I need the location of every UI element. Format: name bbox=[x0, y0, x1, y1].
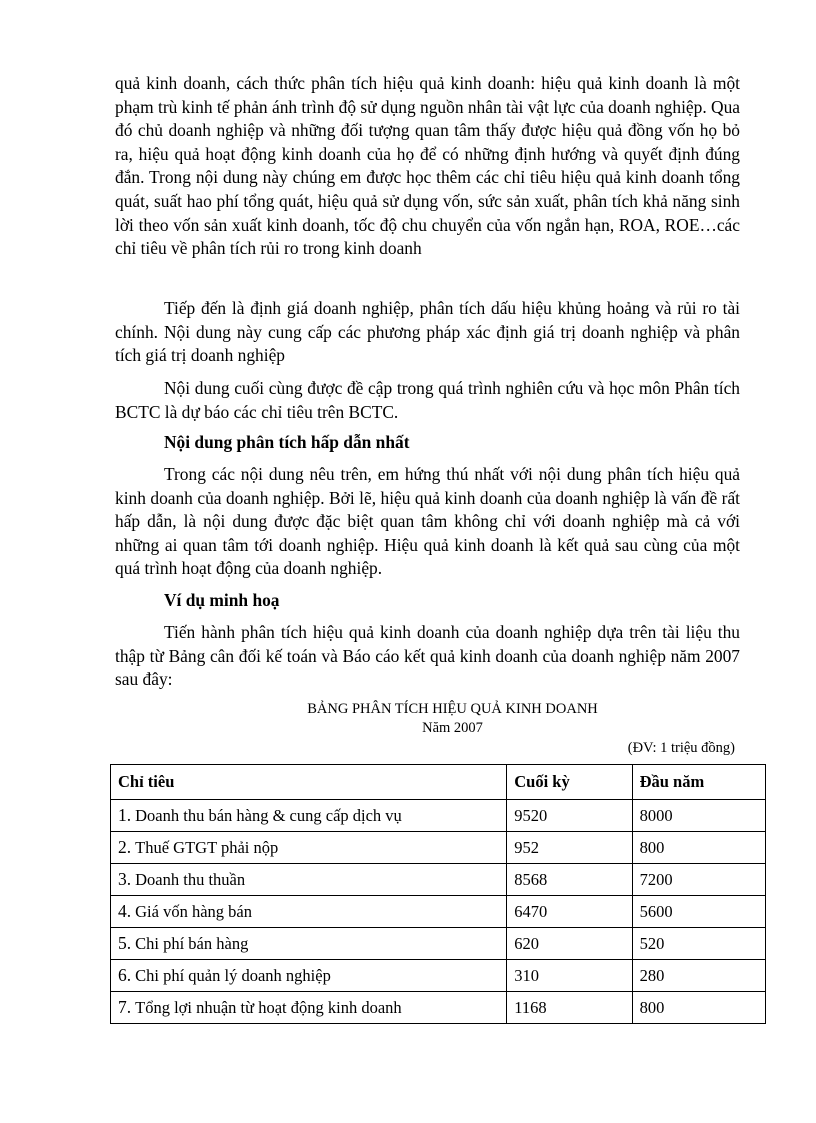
header-end-period: Cuối kỳ bbox=[507, 765, 632, 800]
row-label: Giá vốn hàng bán bbox=[135, 902, 252, 921]
row-end-value: 952 bbox=[507, 832, 632, 864]
row-number: 4. bbox=[118, 901, 132, 921]
row-label: Tổng lợi nhuận từ hoạt động kinh doanh bbox=[135, 998, 402, 1017]
row-start-value: 5600 bbox=[632, 896, 765, 928]
paragraph-interest: Trong các nội dung nêu trên, em hứng thú nhất với nội dung phân tích hiệu quả kinh doanh của doanh nghiệp. Bởi lẽ, hiệu quả kinh doanh của doanh nghiệp là vấn đề rất hấp dẫn, là nội dung được đặc biệt quan tâm không chỉ với doanh nghiệp mà cả với những ai quan tâm tới doanh nghiệp. Hiệu quả kinh doanh là kết quả sau cùng của một quá trình hoạt động của doanh nghiệp. bbox=[115, 464, 740, 579]
row-start-value: 800 bbox=[632, 832, 765, 864]
table-year: Năm 2007 bbox=[422, 720, 483, 736]
row-number: 2. bbox=[118, 837, 132, 857]
table-row bbox=[111, 992, 766, 1024]
row-end-value: 310 bbox=[507, 960, 632, 992]
paragraph-example-intro: Tiến hành phân tích hiệu quả kinh doanh của doanh nghiệp dựa trên tài liệu thu thập từ Bảng cân đối kế toán và Báo cáo kết quả kinh doanh của doanh nghiệp năm 2007 sau đây: bbox=[115, 622, 740, 690]
table-title: BẢNG PHÂN TÍCH HIỆU QUẢ KINH DOANH bbox=[307, 701, 598, 717]
row-end-value: 6470 bbox=[507, 896, 632, 928]
table-row bbox=[111, 896, 766, 928]
row-label: Thuế GTGT phải nộp bbox=[135, 838, 279, 857]
paragraph-business-efficiency: quả kinh doanh, cách thức phân tích hiệu quả kinh doanh: hiệu quả kinh doanh là một phạm trù kinh tế phản ánh trình độ sử dụng nguồn nhân tài vật lực của doanh nghiệp. Qua đó chủ doanh nghiệp và những đối tượng quan tâm thấy được hiệu quả đồng vốn họ bỏ ra, hiệu quả hoạt động kinh doanh của họ để có những định hướng và quyết định đúng đắn. Trong nội dung này chúng em được học thêm các chỉ tiêu hiệu quả kinh doanh tổng quát, suất hao phí tổng quát, hiệu quả sử dụng vốn, sức sản xuất, phân tích khả năng sinh lời theo vốn sản xuất kinh doanh, tốc độ chu chuyển của vốn ngắn hạn, ROA, ROE…các chỉ tiêu về phân tích rủi ro trong kinh doanh bbox=[115, 73, 740, 259]
table-unit: (ĐV: 1 triệu đồng) bbox=[627, 740, 735, 756]
row-number: 7. bbox=[118, 997, 132, 1017]
header-start-year: Đầu năm bbox=[632, 765, 765, 800]
table-row bbox=[111, 928, 766, 960]
header-indicator: Chỉ tiêu bbox=[111, 765, 507, 800]
paragraph-forecast: Nội dung cuối cùng được đề cập trong quá trình nghiên cứu và học môn Phân tích BCTC là dự báo các chỉ tiêu trên BCTC. bbox=[115, 378, 740, 422]
row-start-value: 520 bbox=[632, 928, 765, 960]
row-label-cell bbox=[111, 800, 507, 832]
heading-example: Ví dụ minh hoạ bbox=[164, 590, 280, 610]
heading-most-interesting: Nội dung phân tích hấp dẫn nhất bbox=[164, 432, 410, 452]
table-row bbox=[111, 832, 766, 864]
row-label: Chi phí bán hàng bbox=[135, 934, 249, 953]
row-start-value: 7200 bbox=[632, 864, 765, 896]
row-number: 1. bbox=[118, 805, 132, 825]
row-label-cell bbox=[111, 832, 507, 864]
row-number: 3. bbox=[118, 869, 132, 889]
row-label-cell bbox=[111, 928, 507, 960]
row-start-value: 280 bbox=[632, 960, 765, 992]
row-end-value: 620 bbox=[507, 928, 632, 960]
row-start-value: 8000 bbox=[632, 800, 765, 832]
row-label-cell bbox=[111, 896, 507, 928]
row-start-value: 800 bbox=[632, 992, 765, 1024]
table-row bbox=[111, 800, 766, 832]
row-label: Doanh thu bán hàng & cung cấp dịch vụ bbox=[135, 806, 402, 825]
row-end-value: 8568 bbox=[507, 864, 632, 896]
table-row bbox=[111, 864, 766, 896]
row-number: 5. bbox=[118, 933, 132, 953]
table-header-row bbox=[111, 765, 766, 800]
paragraph-valuation: Tiếp đến là định giá doanh nghiệp, phân tích dấu hiệu khủng hoảng và rủi ro tài chính. Nội dung này cung cấp các phương pháp xác định giá trị doanh nghiệp và phân tích giá trị doanh nghiệp bbox=[115, 298, 740, 366]
row-end-value: 9520 bbox=[507, 800, 632, 832]
row-label-cell bbox=[111, 960, 507, 992]
row-end-value: 1168 bbox=[507, 992, 632, 1024]
row-label: Doanh thu thuần bbox=[135, 870, 246, 889]
row-label-cell bbox=[111, 864, 507, 896]
table-row bbox=[111, 960, 766, 992]
row-label: Chi phí quản lý doanh nghiệp bbox=[135, 966, 331, 985]
row-number: 6. bbox=[118, 965, 132, 985]
business-efficiency-table bbox=[110, 764, 766, 1024]
row-label-cell bbox=[111, 992, 507, 1024]
